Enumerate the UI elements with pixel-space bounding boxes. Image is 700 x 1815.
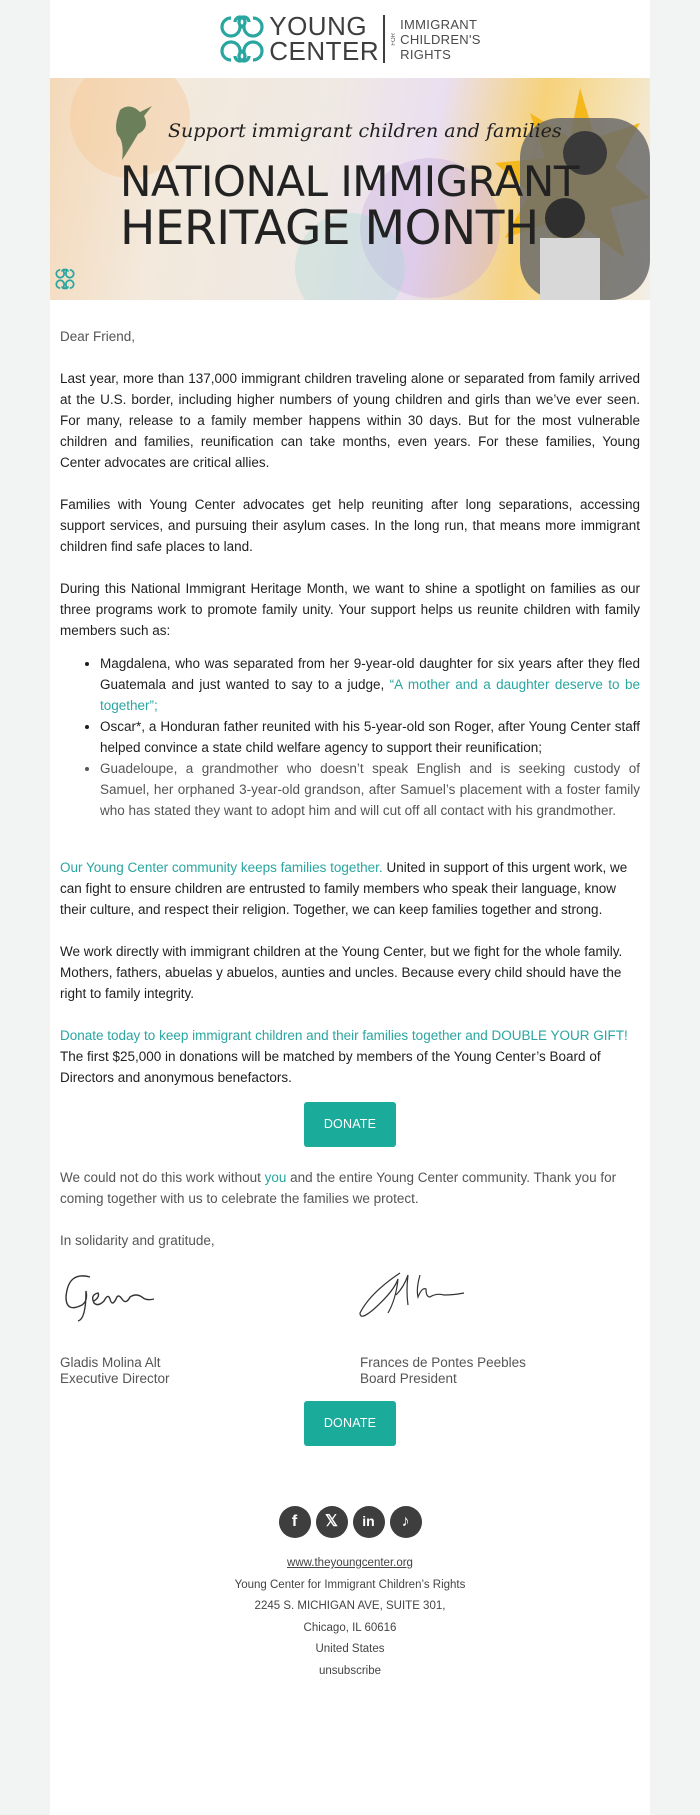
org-name: Young Center for Immigrant Children’s Rights: [234, 1578, 466, 1591]
paragraph-6: [60, 1025, 640, 1088]
tiktok-icon[interactable]: ♪: [390, 1506, 422, 1538]
signer-2-title: Board President: [360, 1371, 457, 1386]
paragraph-7-a: We could not do this work without: [60, 1170, 265, 1185]
paragraph-4-rest: United in support of this urgent work, we can fight to ensure children are entrusted to family members who speak their language, know their culture, and respect their religion. Together, we can keep families together and strong.: [60, 860, 628, 917]
address-line-1: 2245 S. MICHIGAN AVE, SUITE 301,: [254, 1600, 446, 1612]
paragraph-7: [60, 1167, 640, 1209]
logo-divider: [383, 15, 385, 63]
signature-1-image: [60, 1265, 180, 1325]
logo-sub-3: RIGHTS: [400, 46, 452, 62]
logo[interactable]: [50, 0, 650, 78]
facebook-icon[interactable]: f: [279, 1506, 311, 1538]
email-page: [50, 0, 650, 1815]
email-body: [50, 300, 650, 1446]
paragraph-4-lead[interactable]: Our Young Center community keeps families together.: [60, 860, 383, 875]
spiral-logo-icon: [219, 14, 265, 64]
hero-title: [120, 157, 579, 256]
signature-block-1: [60, 1265, 320, 1387]
website-link[interactable]: www.theyoungcenter.org: [287, 1557, 413, 1569]
logo-for: FOR: [391, 32, 398, 46]
hero-banner[interactable]: [50, 78, 650, 300]
donate-button-wrap-1: [60, 1102, 640, 1147]
hero-title-line-2: HERITAGE MONTH: [120, 201, 539, 256]
signature-2-image: [350, 1265, 490, 1325]
paragraph-6-rest: The first $25,000 in donations will be matched by members of the Young Center’s Board of Directors and anonymous benefactors.: [60, 1049, 601, 1085]
donate-button[interactable]: DONATE: [304, 1102, 396, 1147]
paragraph-5: We work directly with immigrant children at the Young Center, but we fight for the whole family. Mothers, fathers, abuelas y abuelos, aunties and uncles. Because every child should have the right to family integrity.: [60, 944, 623, 1001]
logo-line-1: YOUNG: [269, 11, 368, 41]
story-1-quote: “A mother and a daughter deserve to be together”;: [100, 677, 640, 713]
address-line-2: Chicago, IL 60616: [303, 1621, 397, 1634]
paragraph-7-you[interactable]: you: [264, 1170, 287, 1185]
paragraph-4: [60, 857, 640, 920]
x-icon[interactable]: 𝕏: [316, 1506, 348, 1538]
logo-sub-1: IMMIGRANT: [400, 16, 478, 32]
signatures: [60, 1265, 640, 1405]
signature-block-2: [360, 1265, 620, 1387]
story-item: • Oscar*, a Honduran father reunited with his 5-year-old son Roger, after Young Center staff helped convince a state child welfare agency to support their reunification;: [100, 716, 640, 758]
story-item: • Guadeloupe, a grandmother who doesn’t speak English and is seeking custody of Samuel, her orphaned 3-year-old grandson, after Samuel’s placement with a foster family who has stated they want to adopt him and will cut off all contact with his grandmother.: [100, 758, 640, 821]
country: United States: [315, 1643, 385, 1655]
social-links: [50, 1506, 650, 1538]
stories-list: [60, 653, 640, 821]
story-1-text: Magdalena, who was separated from her 9-year-old daughter for six years after they fled Guatemala and just wanted to say to a judge,: [100, 656, 640, 692]
greeting: Dear Friend,: [60, 329, 136, 344]
closing: In solidarity and gratitude,: [60, 1233, 215, 1248]
logo-sub-2: CHILDREN'S: [400, 31, 481, 47]
footer: [50, 1506, 650, 1682]
paragraph-3: During this National Immigrant Heritage Month, we want to shine a spotlight on families as our three programs work to promote family unity. Your support helps us reunite children with family members such as:: [60, 581, 640, 638]
unsubscribe-link[interactable]: unsubscribe: [318, 1664, 381, 1677]
spiral-small-icon: [55, 268, 75, 290]
logo-subtitle: [400, 17, 481, 62]
signer-1-name: Gladis Molina Alt: [60, 1355, 161, 1370]
hero-tagline: Support immigrant children and families: [168, 120, 562, 142]
signer-2-name: Frances de Pontes Peebles: [360, 1355, 526, 1370]
donate-button-wrap-2: [60, 1401, 640, 1446]
hero-title-line-1: NATIONAL IMMIGRANT: [120, 157, 579, 206]
signer-1-title: Executive Director: [60, 1371, 170, 1386]
donate-button[interactable]: DONATE: [304, 1401, 396, 1446]
linkedin-icon[interactable]: in: [353, 1506, 385, 1538]
logo-wordmark: [269, 11, 380, 66]
paragraph-7-b: and the entire Young Center community. Thank you for coming together with us to celebrate the families we protect.: [60, 1170, 617, 1206]
paragraph-6-lead[interactable]: Donate today to keep immigrant children and their families together and DOUBLE YOUR GIFT!: [60, 1028, 628, 1043]
logo-line-2: CENTER: [269, 36, 380, 66]
paragraph-1: Last year, more than 137,000 immigrant children traveling alone or separated from family arrived at the U.S. border, including higher numbers of young children and girls than we’ve ever seen. For many, release to a family member happens within 30 days. But for the most vulnerable children and families, reunification can take months, even years. For these families, Young Center advocates are critical allies.: [60, 371, 640, 470]
paragraph-2: Families with Young Center advocates get help reuniting after long separations, accessing support services, and pursuing their asylum cases. In the long run, that means more immigrant children find safe places to land.: [60, 497, 640, 554]
story-item: [100, 653, 640, 716]
